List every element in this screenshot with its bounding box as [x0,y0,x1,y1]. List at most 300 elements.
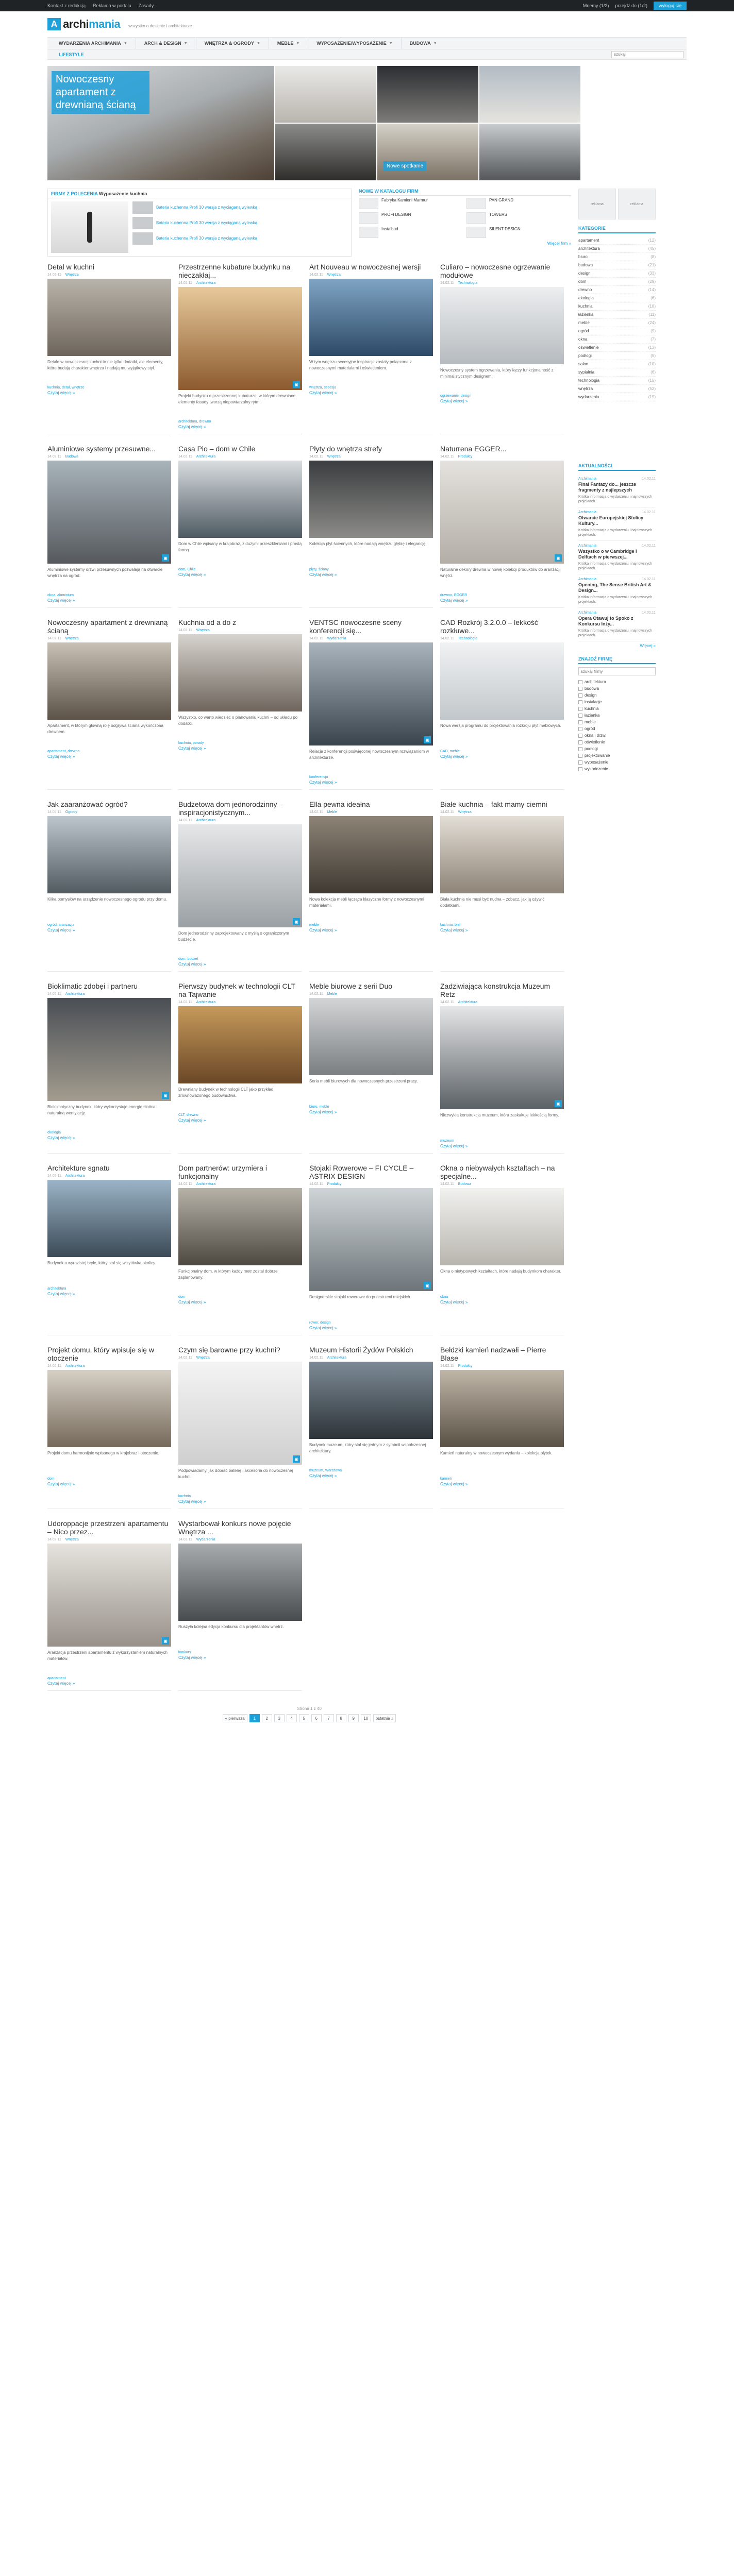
nav-row-primary [47,38,687,49]
chevron-down-icon: ▼ [296,41,300,45]
find-option-label: wyposażenie [585,760,609,765]
category-item[interactable] [578,294,656,302]
find-option[interactable] [578,699,656,705]
category-count: (6) [650,296,656,300]
article-title[interactable]: Płyty do wnętrza strefy [309,445,382,453]
article-image[interactable] [309,816,433,893]
nav-item-lifestyle[interactable]: LIFESTYLE [59,52,84,57]
category-count: (29) [648,279,656,284]
article-title[interactable]: Meble biurowe z serii Duo [309,982,393,990]
firm-item[interactable] [359,227,463,238]
hero-feature[interactable] [47,66,274,180]
article-tags[interactable]: meble [309,923,320,927]
find-option[interactable] [578,719,656,725]
article-tags[interactable]: CAD, meble [440,750,460,753]
read-more-link[interactable]: Czytaj więcej » [440,1144,468,1148]
read-more-link[interactable]: Czytaj więcej » [47,391,75,395]
read-more-link[interactable]: Czytaj więcej » [309,928,337,933]
find-option[interactable] [578,752,656,759]
article-image[interactable] [440,461,564,564]
article-excerpt: Budynek o wyrazistej bryle, który stał się wizytówką okolicy. [47,1261,156,1265]
article-category[interactable]: Architektura [196,1001,216,1004]
article-category[interactable]: Architektura [65,1364,85,1368]
find-option-label: meble [585,720,596,724]
category-item[interactable] [578,344,656,352]
news-item[interactable] [578,507,656,541]
category-item[interactable] [578,327,656,335]
find-option-label: kuchnia [585,706,599,711]
nav-item[interactable] [269,38,308,49]
page-link[interactable]: 5 [299,1714,309,1722]
checkbox[interactable] [578,700,582,704]
category-item[interactable] [578,286,656,294]
article-category[interactable]: Wnętrza [327,273,341,277]
article-title[interactable]: Przestrzenne kubature budynku na nieczakłaj... [178,263,291,279]
article-category[interactable]: Meble [327,992,337,996]
article-tags[interactable]: kuchnia [178,1495,191,1498]
article-tags[interactable]: kuchnia, detal, wnętrze [47,386,85,389]
article-title[interactable]: Naturrena EGGER... [440,445,507,453]
find-option[interactable] [578,732,656,739]
logo[interactable] [47,18,120,31]
page-link[interactable]: 7 [324,1714,334,1722]
article-title[interactable]: Budżetowa dom jednorodzinny – inspiracjonistycznym... [178,800,283,817]
find-option[interactable] [578,766,656,772]
read-more-link[interactable]: Czytaj więcej » [309,1473,337,1478]
read-more-link[interactable]: Czytaj więcej » [440,1300,468,1304]
article-tags[interactable]: drewno, EGGER [440,594,468,597]
article-tags[interactable]: kamień [440,1477,452,1481]
article-title[interactable]: Projekt domu, który wpisuje się w otoczenie [47,1346,154,1362]
article-image[interactable] [440,1370,564,1447]
logout-button[interactable]: wyloguj się [654,2,687,10]
find-option[interactable] [578,685,656,692]
read-more-link[interactable]: Czytaj więcej » [178,425,206,429]
news-item[interactable] [578,541,656,574]
article-tags[interactable]: CLT, drewno [178,1113,198,1117]
category-name: design [578,271,591,276]
page-link[interactable]: « pierwsza [223,1714,247,1722]
article-image[interactable] [309,1362,433,1439]
category-item[interactable] [578,245,656,253]
news-date: 14.02.11 [642,611,656,615]
read-more-link[interactable]: Czytaj więcej » [47,754,75,759]
hero-tile[interactable] [479,66,580,123]
article-image[interactable] [47,816,171,893]
category-count: (52) [648,386,656,391]
top-link-contact[interactable]: Kontakt z redakcją [47,3,86,8]
read-more-link[interactable]: Czytaj więcej » [47,928,75,933]
firm-name: PAN GRAND [489,198,513,202]
article-card [309,263,433,434]
article-date: 14.02.11 [440,281,454,285]
sidebar-promo [578,189,656,219]
article-category[interactable]: Wnętrza [458,810,472,814]
article-category[interactable]: Produkty [458,455,473,459]
article-title[interactable]: Udoroppacje przestrzeni apartamentu – Nico przez... [47,1519,169,1536]
read-more-link[interactable]: Czytaj więcej » [178,746,206,751]
article-title[interactable]: Pierwszy budynek w technologii CLT na Tajwanie [178,982,295,998]
article-tags[interactable]: dom, Chile [178,568,196,571]
article-category[interactable]: Meble [327,810,337,814]
article-image[interactable] [178,287,302,390]
article-tags[interactable]: dom [178,1295,186,1299]
checkbox[interactable] [578,767,582,771]
firm-item[interactable] [359,212,463,224]
read-more-link[interactable]: Czytaj więcej » [178,572,206,577]
article-title[interactable]: Kuchnia od a do z [178,618,237,626]
find-firm-input[interactable] [578,667,656,675]
hero-tile[interactable] [275,124,376,180]
news-box [578,463,656,648]
camera-icon: ▣ [424,736,431,743]
checkbox[interactable] [578,714,582,718]
article-category[interactable]: Architektura [196,1182,216,1186]
read-more-link[interactable]: Czytaj więcej » [47,598,75,603]
article-category[interactable]: Wydarzenia [196,1538,215,1541]
logo-suffix: mania [89,18,121,30]
article-image[interactable] [309,279,433,356]
find-option[interactable] [578,739,656,745]
article-category[interactable]: Technologia [458,281,478,285]
article-category[interactable]: Technologia [458,637,478,640]
article-tags[interactable]: dom, budżet [178,957,198,961]
article-title[interactable]: Wystarbował konkurs nowe pojęcie Wnętrza ... [178,1519,291,1536]
article-tags[interactable]: rower, design [309,1321,331,1325]
category-item[interactable] [578,360,656,368]
article-category[interactable]: Wnętrza [196,629,210,632]
category-item[interactable] [578,385,656,393]
article-title[interactable]: Czym się barowne przy kuchni? [178,1346,280,1354]
article-title[interactable]: Jak zaaranżować ogród? [47,800,128,808]
article-title[interactable]: Okna o niebywałych kształtach – na specjalne... [440,1164,555,1180]
category-name: drewno [578,287,592,292]
article-excerpt: Apartament, w którym główną rolę odgrywa ściana wykończona drewnem. [47,723,163,734]
article-title[interactable]: Muzeum Historii Żydów Polskich [309,1346,413,1354]
nav-item[interactable] [51,38,136,49]
page-link[interactable]: 1 [249,1714,260,1722]
firm-item[interactable] [466,212,571,224]
article-excerpt: Nowa wersja programu do projektowania rozkroju płyt meblowych. [440,723,561,728]
article-tags[interactable]: okna [440,1295,448,1299]
article-image[interactable] [178,1006,302,1083]
checkbox[interactable] [578,754,582,758]
nav-item[interactable] [308,38,401,49]
article-title[interactable]: Art Nouveau w nowoczesnej wersji [309,263,421,271]
category-item[interactable] [578,377,656,385]
news-excerpt: Krótka informacja o wydarzeniu i najnowszych projektach. [578,562,653,570]
article-image[interactable] [309,461,433,538]
page-link[interactable]: 2 [262,1714,272,1722]
article-image[interactable] [309,998,433,1075]
camera-icon: ▣ [424,1282,431,1289]
read-more-link[interactable]: Czytaj więcej » [440,399,468,403]
article-category[interactable]: Architektura [327,1356,347,1360]
news-more-link[interactable]: Więcej » [640,643,656,648]
article-excerpt: Biała kuchnia nie musi być nudna – zobacz, jak ją ożywić dodatkami. [440,897,545,908]
article-image[interactable] [440,1006,564,1109]
article-category[interactable]: Produkty [327,1182,342,1186]
article-tags[interactable]: architektura [47,1287,66,1291]
article-image[interactable] [178,824,302,927]
article-image[interactable] [440,642,564,720]
article-image[interactable] [47,461,171,564]
category-item[interactable] [578,253,656,261]
checkbox[interactable] [578,693,582,698]
article-tags[interactable]: ogrzewanie, design [440,394,472,398]
article-image[interactable] [47,998,171,1101]
read-more-link[interactable]: Czytaj więcej » [178,1300,206,1304]
read-more-link[interactable]: Czytaj więcej » [178,962,206,967]
article-category[interactable]: Architektura [196,819,216,822]
article-category[interactable]: Budowa [458,1182,472,1186]
featured-image[interactable] [51,201,128,253]
read-more-link[interactable]: Czytaj więcej » [309,391,337,395]
top-link-ads[interactable]: Reklama w portalu [93,3,131,8]
find-option[interactable] [578,725,656,732]
article-title[interactable]: Zadziwiająca konstrukcja Muzeum Retz [440,982,550,998]
nav-item[interactable] [136,38,196,49]
page-link[interactable]: 6 [311,1714,322,1722]
article-date: 14.02.11 [178,1356,192,1360]
checkbox[interactable] [578,707,582,711]
read-more-link[interactable]: Czytaj więcej » [47,1292,75,1296]
nav-item[interactable] [402,38,445,49]
article-image[interactable] [178,1544,302,1621]
article-title[interactable]: CAD Rozkrój 3.2.0.0 – lekkość rozkłuwe... [440,618,538,635]
article-category[interactable]: Produkty [458,1364,473,1368]
checkbox[interactable] [578,734,582,738]
news-item[interactable] [578,608,656,641]
category-item[interactable] [578,311,656,319]
featured-item[interactable] [132,232,348,245]
news-item[interactable] [578,574,656,608]
read-more-link[interactable]: Czytaj więcej » [178,1655,206,1660]
article-tags[interactable]: biuro, meble [309,1105,329,1109]
nav-item-label: ARCH & DESIGN [144,41,181,46]
article-category[interactable]: Architektura [458,1001,478,1004]
article-image[interactable] [47,1180,171,1257]
article-image[interactable] [47,279,171,356]
article-card [47,1519,171,1691]
promo-banner[interactable]: reklama [578,189,616,219]
article-image[interactable] [178,461,302,538]
article-image[interactable] [440,1188,564,1265]
read-more-link[interactable]: Czytaj więcej » [309,1110,337,1114]
checkbox[interactable] [578,680,582,684]
article-title[interactable]: Nowoczesny apartament z drewnianą ścianą [47,618,168,635]
categories-list [578,236,656,401]
article-card [440,618,564,790]
category-item[interactable] [578,319,656,327]
checkbox[interactable] [578,760,582,765]
article-title[interactable]: Bełdzki kamień nadzwałi – Pierre Blase [440,1346,546,1362]
featured-item[interactable] [132,217,348,229]
hero-tile[interactable] [377,66,478,123]
article-title[interactable]: Casa Pio – dom w Chile [178,445,256,453]
nav-row-secondary [47,49,687,59]
read-more-link[interactable]: Czytaj więcej » [47,1681,75,1686]
find-option[interactable] [578,692,656,699]
article-title[interactable]: Białe kuchnia – fakt mamy ciemni [440,800,547,808]
find-option[interactable] [578,705,656,712]
category-item[interactable] [578,278,656,286]
read-more-link[interactable]: Czytaj więcej » [47,1482,75,1486]
category-item[interactable] [578,269,656,278]
article-image[interactable] [440,287,564,364]
read-more-link[interactable]: Czytaj więcej » [309,1326,337,1330]
category-item[interactable] [578,236,656,245]
article-category[interactable]: Budowa [65,455,79,459]
article-tags[interactable]: kuchnia, biel [440,923,460,927]
hero-tile[interactable] [377,124,478,180]
article-image[interactable] [47,642,171,720]
article-category[interactable]: Architektura [65,1174,85,1178]
article-image[interactable] [440,816,564,893]
article-date: 14.02.11 [47,273,61,277]
article-date: 14.02.11 [47,1364,61,1368]
article-category[interactable]: Wnętrza [65,637,79,640]
checkbox[interactable] [578,727,582,731]
article-excerpt: Wszystko, co warto wiedzieć o planowaniu kuchni – od układu po dodatki. [178,715,298,726]
article-tags[interactable]: okna, aluminium [47,594,74,597]
new-firms-heading: NOWE W KATALOGU FIRM [359,189,571,196]
article-title[interactable]: Architekture sgnatu [47,1164,110,1172]
read-more-link[interactable]: Czytaj więcej » [440,754,468,759]
article-title[interactable]: Detal w kuchni [47,263,95,271]
article-image[interactable] [47,1544,171,1647]
news-title: Final Fantazy do... jeszcze fragmenty z najlepszych [578,482,637,493]
category-item[interactable] [578,261,656,269]
article-category[interactable]: Wnętrza [327,455,341,459]
article-tags[interactable]: wnętrza, secesja [309,386,337,389]
article-tags[interactable]: ekologia [47,1131,61,1134]
article-category[interactable]: Ogrody [65,810,77,814]
article-meta [309,637,433,640]
article-grid [47,263,571,1691]
article-tags[interactable]: konferencja [309,775,328,779]
article-image[interactable] [309,1188,433,1291]
article-title[interactable]: Stojaki Rowerowe – FI CYCLE – ASTRIX DESIGN [309,1164,414,1180]
chevron-down-icon: ▼ [256,41,260,45]
checkbox[interactable] [578,687,582,691]
find-option[interactable] [578,759,656,766]
read-more-link[interactable]: Czytaj więcej » [178,1118,206,1123]
read-more-link[interactable]: Czytaj więcej » [47,1136,75,1140]
page-link[interactable]: ostatnia » [373,1714,396,1722]
article-card [178,982,302,1154]
page-link[interactable]: 4 [287,1714,297,1722]
find-option[interactable] [578,745,656,752]
article-title[interactable]: VENTSC nowoczesne sceny konferencji się... [309,618,402,635]
category-item[interactable] [578,302,656,311]
article-tags[interactable]: muzeum [440,1139,454,1143]
firm-name: TOWERS [489,212,507,217]
article-tags[interactable]: apartament [47,1676,66,1680]
firm-item[interactable] [359,198,463,209]
article-excerpt: Podpowiadamy, jak dobrać baterię i akcesoria do nowoczesnej kuchni. [178,1468,293,1479]
featured-item[interactable] [132,201,348,214]
article-category[interactable]: Wnętrza [65,1538,79,1541]
page-link[interactable]: 10 [361,1714,371,1722]
article-tags[interactable]: płyty, ściany [309,568,329,571]
find-option[interactable] [578,679,656,685]
article-card [178,263,302,434]
article-category[interactable]: Architektura [65,992,85,996]
hero-tile[interactable] [479,124,580,180]
article-tags[interactable]: konkurs [178,1651,191,1654]
checkbox[interactable] [578,747,582,751]
article-title[interactable]: Bioklimatic zdobęi i partneru [47,982,138,990]
article-image[interactable] [178,1362,302,1465]
article-tags[interactable]: ogród, aranżacja [47,923,75,927]
featured-body [48,198,351,256]
firm-item[interactable] [466,227,571,238]
article-tags[interactable]: apartament, drewno [47,750,80,753]
article-meta [47,273,171,277]
more-firms-link[interactable]: Więcej firm » [547,241,571,246]
checkbox[interactable] [578,720,582,724]
article-tags[interactable]: kuchnia, porady [178,741,204,745]
category-item[interactable] [578,368,656,377]
article-image[interactable] [178,634,302,711]
page-link[interactable]: 8 [336,1714,346,1722]
article-tags[interactable]: dom [47,1477,55,1481]
read-more-link[interactable]: Czytaj więcej » [309,780,337,785]
checkbox[interactable] [578,740,582,744]
category-item[interactable] [578,335,656,344]
read-more-link[interactable]: Czytaj więcej » [440,1482,468,1486]
article-category[interactable]: Wnętrza [196,1356,210,1360]
user-link-1[interactable]: Mnemy (1/2) [582,3,609,8]
article-category[interactable]: Wydarzenia [327,637,346,640]
article-category[interactable]: Wnętrza [65,273,79,277]
article-tags[interactable]: muzeum, Warszawa [309,1469,342,1472]
read-more-link[interactable]: Czytaj więcej » [309,572,337,577]
user-link-2[interactable]: przejdź do (1/2) [615,3,647,8]
promo-banner[interactable]: reklama [618,189,656,219]
news-source-row [578,544,656,548]
article-date: 14.02.11 [440,455,454,459]
article-category[interactable]: Architektura [196,281,216,285]
firm-item[interactable] [466,198,571,209]
category-item[interactable] [578,352,656,360]
featured-item-thumb [132,201,153,214]
category-count: (6) [650,370,656,375]
search-input[interactable] [611,51,683,58]
article-title[interactable]: Aluminiowe systemy przesuwne... [47,445,156,453]
news-item[interactable] [578,474,656,507]
read-more-link[interactable]: Czytaj więcej » [178,1499,206,1504]
article-title[interactable]: Ella pewna ideałna [309,800,370,808]
article-title[interactable]: Dom partnerów: urzymiera i funkcjonalny [178,1164,267,1180]
article-image[interactable] [178,1188,302,1265]
page-link[interactable]: 3 [274,1714,285,1722]
find-option[interactable] [578,712,656,719]
article-title[interactable]: Culiaro – nowoczesne ogrzewanie modułowe [440,263,550,279]
category-item[interactable] [578,393,656,401]
read-more-link[interactable]: Czytaj więcej » [440,928,468,933]
read-more-link[interactable]: Czytaj więcej » [440,598,468,603]
article-image[interactable] [47,1370,171,1447]
nav-item[interactable] [196,38,269,49]
article-category[interactable]: Architektura [196,455,216,459]
top-link-rules[interactable]: Zasady [138,3,154,8]
hero-tile[interactable] [275,66,376,123]
page-link[interactable]: 9 [348,1714,359,1722]
article-tags[interactable]: architektura, drewno [178,420,211,423]
article-image[interactable] [309,642,433,745]
